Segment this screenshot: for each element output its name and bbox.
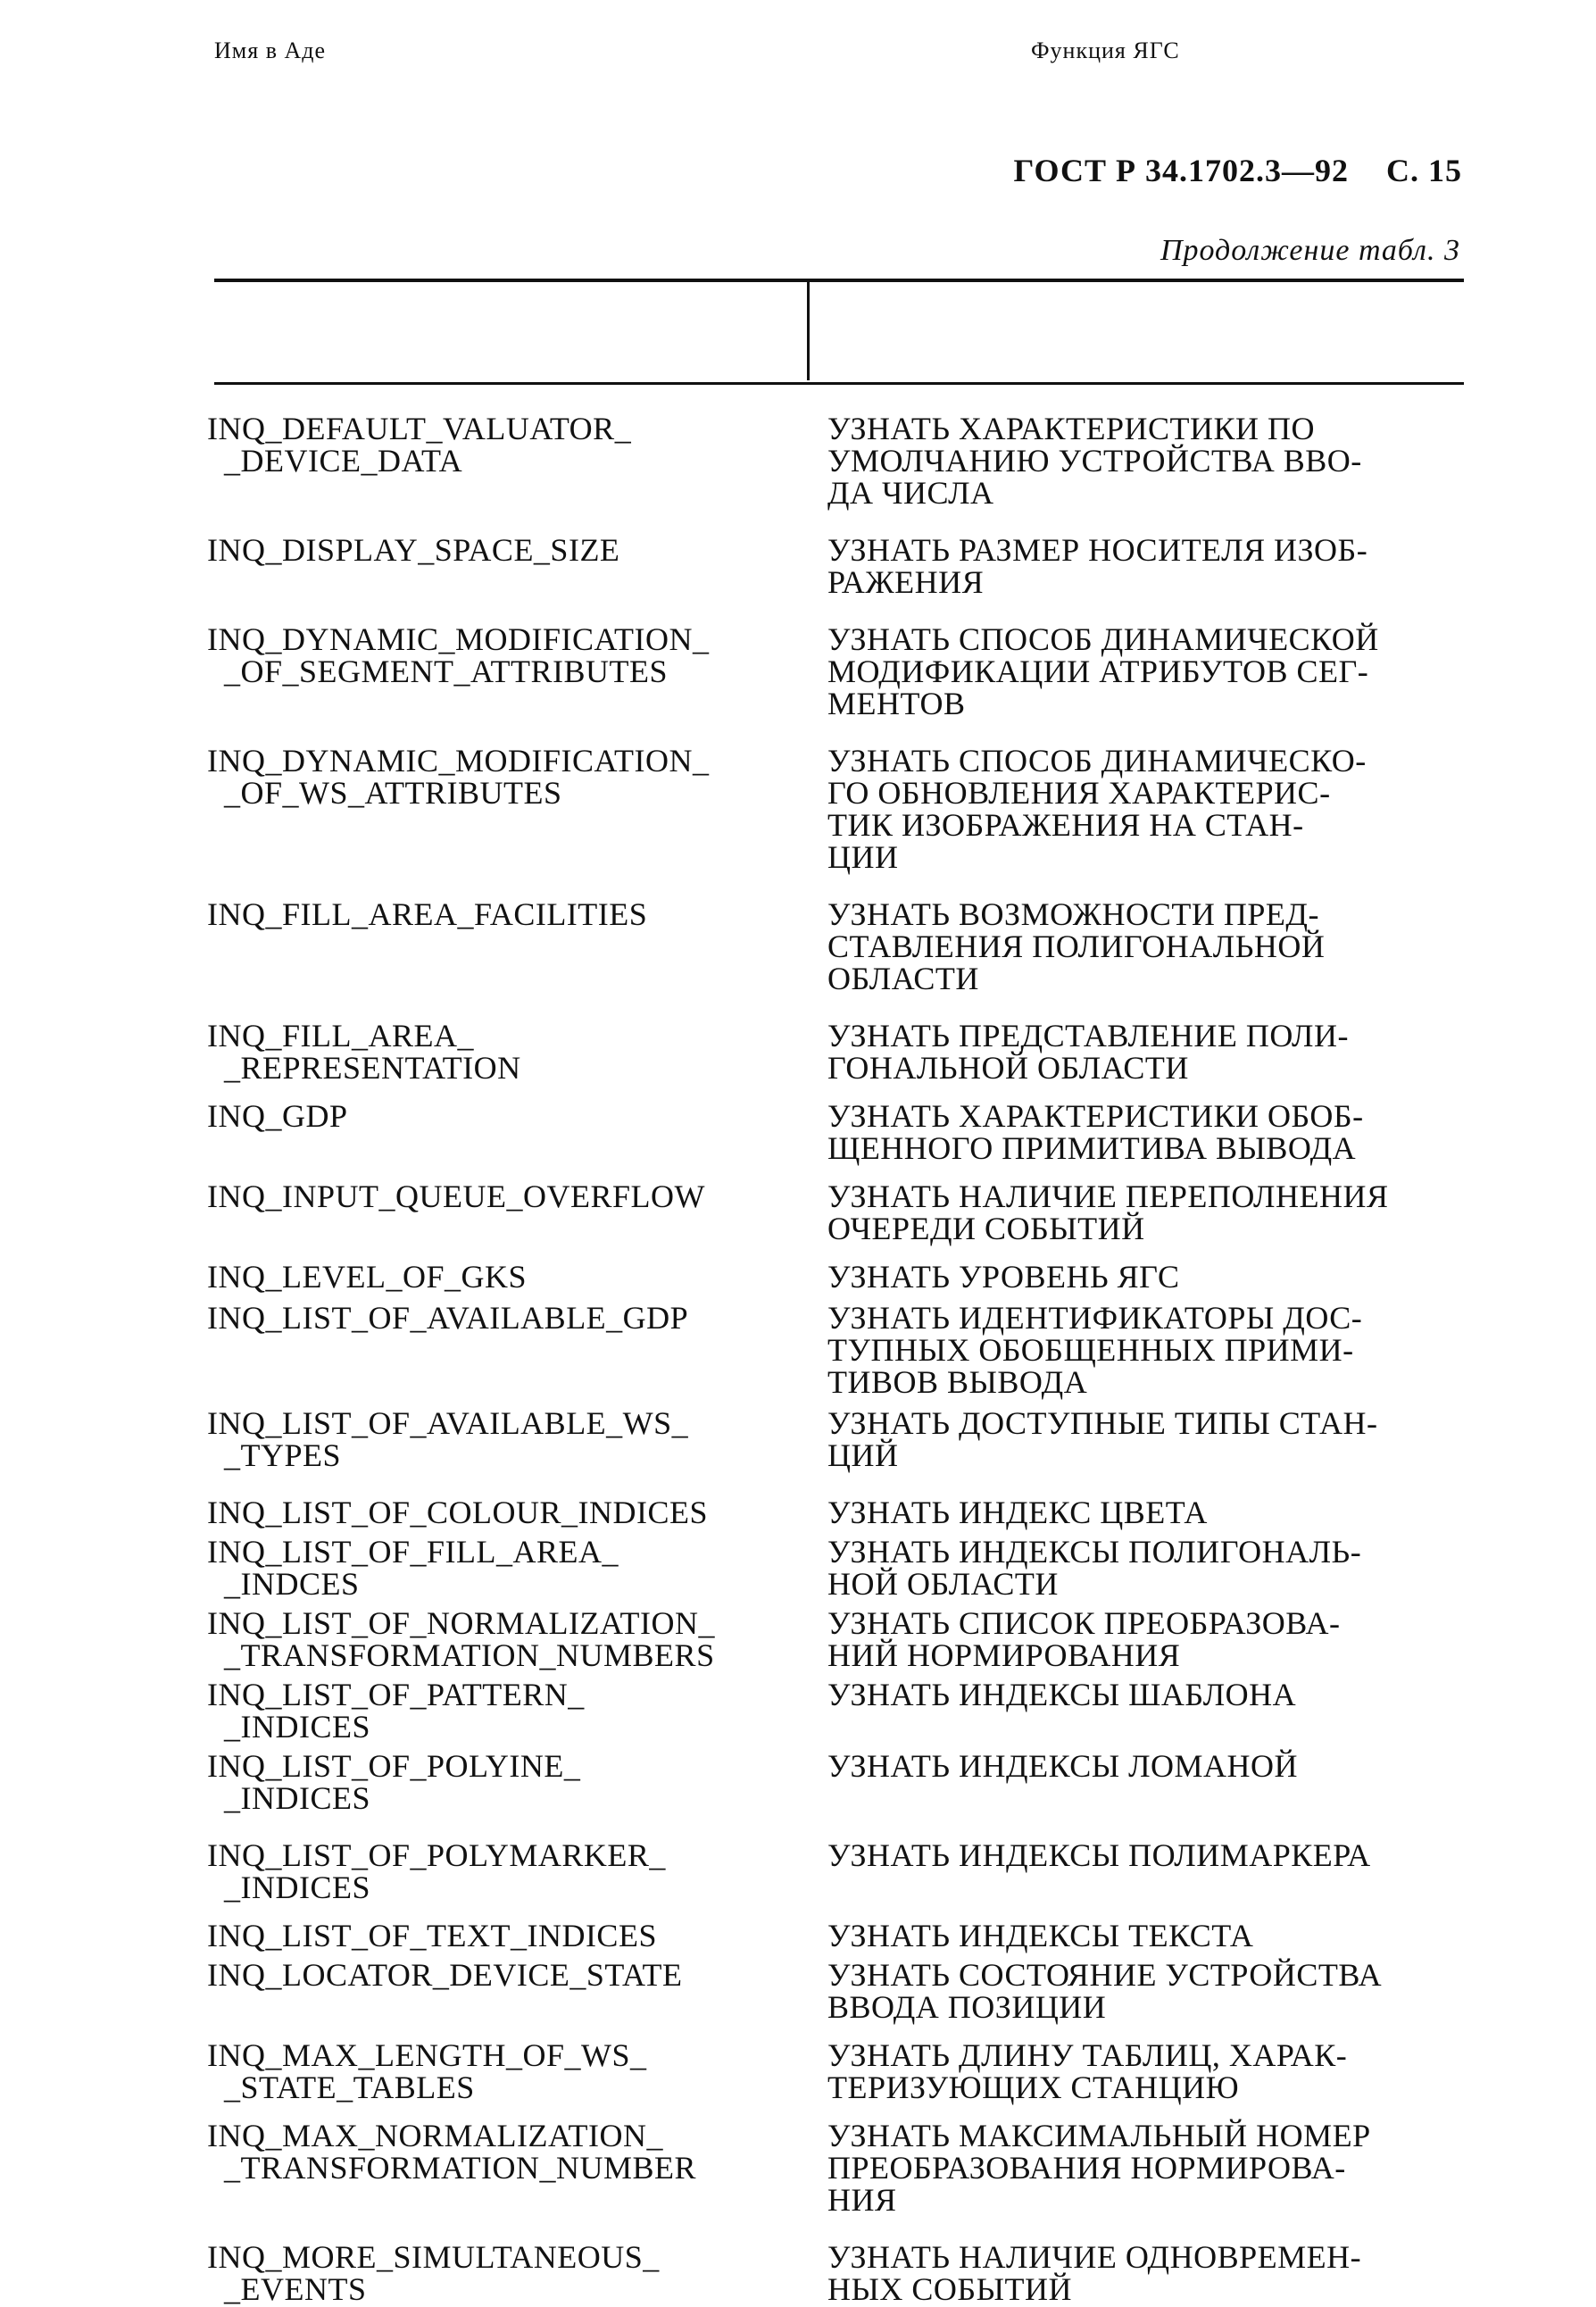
ada-name-cell: INQ_MAX_NORMALIZATION_ _TRANSFORMATION_NUMBER — [207, 2118, 697, 2186]
table-row — [207, 745, 1462, 873]
ada-name-cell: INQ_LIST_OF_POLYMARKER_ _INDICES — [207, 1837, 666, 1905]
ada-name-cell: INQ_DEFAULT_VALUATOR_ _DEVICE_DATA — [207, 411, 632, 479]
table-row — [207, 1302, 1462, 1398]
ada-name-cell: INQ_LIST_OF_NORMALIZATION_ _TRANSFORMATION_NUMBERS — [207, 1605, 715, 1673]
ada-name-cell: INQ_INPUT_QUEUE_OVERFLOW — [207, 1178, 705, 1214]
page-header — [1014, 152, 1462, 189]
page-number: С. 15 — [1386, 153, 1462, 188]
ada-name-cell: INQ_DISPLAY_SPACE_SIZE — [207, 532, 620, 568]
gks-function-cell: УЗНАТЬ ИНДЕКСЫ ШАБЛОНА — [827, 1677, 1297, 1712]
gks-function-cell: УЗНАТЬ ИДЕНТИФИКАТОРЫ ДОС- ТУПНЫХ ОБОБЩЕННЫХ ПРИМИ- ТИВОВ ВЫВОДА — [827, 1300, 1363, 1400]
table-row — [207, 534, 1462, 598]
table-row — [207, 1407, 1462, 1471]
ada-name-cell: INQ_LIST_OF_AVAILABLE_WS_ _TYPES — [207, 1405, 689, 1473]
column-header-ada-name: Имя в Аде — [214, 37, 327, 63]
ada-name-cell: INQ_LOCATOR_DEVICE_STATE — [207, 1957, 683, 1993]
table-row — [207, 1607, 1462, 1671]
gks-function-cell: УЗНАТЬ ВОЗМОЖНОСТИ ПРЕД- СТАВЛЕНИЯ ПОЛИГОНАЛЬНОЙ ОБЛАСТИ — [827, 896, 1326, 996]
table-row — [207, 1959, 1462, 2023]
table-row — [207, 1261, 1462, 1293]
table-row — [207, 1536, 1462, 1600]
gks-function-cell: УЗНАТЬ СПОСОБ ДИНАМИЧЕСКОЙ МОДИФИКАЦИИ АТРИБУТОВ СЕГ- МЕНТОВ — [827, 621, 1379, 721]
table-continuation-caption: Продолжение табл. 3 — [1160, 234, 1460, 267]
ada-name-cell: INQ_MORE_SIMULTANEOUS_ _EVENTS — [207, 2239, 660, 2307]
column-header-gks-function: Функция ЯГС — [1031, 37, 1180, 63]
gks-function-cell: УЗНАТЬ СОСТОЯНИЕ УСТРОЙСТВА ВВОДА ПОЗИЦИИ — [827, 1957, 1383, 2025]
gks-function-cell: УЗНАТЬ ДОСТУПНЫЕ ТИПЫ СТАН- ЦИЙ — [827, 1405, 1378, 1473]
column-divider — [807, 282, 810, 380]
ada-name-cell: INQ_LIST_OF_POLYINE_ _INDICES — [207, 1748, 581, 1816]
ada-name-cell: INQ_LIST_OF_PATTERN_ _INDICES — [207, 1677, 585, 1745]
table-row — [207, 1750, 1462, 1814]
table-row — [207, 2120, 1462, 2216]
gks-function-cell: УЗНАТЬ ИНДЕКС ЦВЕТА — [827, 1495, 1208, 1530]
table-row — [207, 2241, 1462, 2305]
table-row — [207, 623, 1462, 720]
ada-name-cell: INQ_FILL_AREA_ _REPRESENTATION — [207, 1018, 521, 1086]
table-row — [207, 1920, 1462, 1952]
gks-function-cell: УЗНАТЬ СПИСОК ПРЕОБРАЗОВА- НИЙ НОРМИРОВАНИЯ — [827, 1605, 1341, 1673]
table-row — [207, 1839, 1462, 1903]
ada-name-cell: INQ_DYNAMIC_MODIFICATION_ _OF_SEGMENT_ATTRIBUTES — [207, 621, 710, 689]
table-row — [207, 1496, 1462, 1528]
ada-name-cell: INQ_LIST_OF_COLOUR_INDICES — [207, 1495, 708, 1530]
table-row — [207, 1180, 1462, 1245]
gks-function-cell: УЗНАТЬ ХАРАКТЕРИСТИКИ ПО УМОЛЧАНИЮ УСТРОЙСТВА ВВО- ДА ЧИСЛА — [827, 411, 1362, 511]
ada-name-cell: INQ_GDP — [207, 1098, 348, 1134]
gks-function-cell: УЗНАТЬ ИНДЕКСЫ ПОЛИГОНАЛЬ- НОЙ ОБЛАСТИ — [827, 1534, 1362, 1602]
gks-function-cell: УЗНАТЬ ХАРАКТЕРИСТИКИ ОБОБ- ЩЕННОГО ПРИМИТИВА ВЫВОДА — [827, 1098, 1364, 1166]
gks-function-cell: УЗНАТЬ СПОСОБ ДИНАМИЧЕСКО- ГО ОБНОВЛЕНИЯ ХАРАКТЕРИС- ТИК ИЗОБРАЖЕНИЯ НА СТАН- ЦИИ — [827, 743, 1367, 875]
gks-function-cell: УЗНАТЬ УРОВЕНЬ ЯГС — [827, 1259, 1180, 1295]
table-row — [207, 1020, 1462, 1084]
table-row — [207, 2039, 1462, 2103]
table-row — [207, 898, 1462, 995]
gks-function-cell: УЗНАТЬ РАЗМЕР НОСИТЕЛЯ ИЗОБ- РАЖЕНИЯ — [827, 532, 1368, 600]
ada-name-cell: INQ_DYNAMIC_MODIFICATION_ _OF_WS_ATTRIBUTES — [207, 743, 710, 811]
ada-name-cell: INQ_LIST_OF_AVAILABLE_GDP — [207, 1300, 689, 1336]
table-header-rule — [214, 382, 1464, 385]
ada-name-cell: INQ_LEVEL_OF_GKS — [207, 1259, 527, 1295]
gks-function-cell: УЗНАТЬ ИНДЕКСЫ ТЕКСТА — [827, 1918, 1254, 1953]
gks-function-cell: УЗНАТЬ ИНДЕКСЫ ПОЛИМАРКЕРА — [827, 1837, 1371, 1873]
gks-function-cell: УЗНАТЬ ПРЕДСТАВЛЕНИЕ ПОЛИ- ГОНАЛЬНОЙ ОБЛАСТИ — [827, 1018, 1349, 1086]
gks-function-cell: УЗНАТЬ НАЛИЧИЕ ПЕРЕПОЛНЕНИЯ ОЧЕРЕДИ СОБЫТИЙ — [827, 1178, 1389, 1246]
ada-name-cell: INQ_FILL_AREA_FACILITIES — [207, 896, 648, 932]
ada-name-cell: INQ_MAX_LENGTH_OF_WS_ _STATE_TABLES — [207, 2037, 647, 2105]
table-row — [207, 1100, 1462, 1164]
gks-function-cell: УЗНАТЬ ДЛИНУ ТАБЛИЦ, ХАРАК- ТЕРИЗУЮЩИХ СТАНЦИЮ — [827, 2037, 1348, 2105]
table-header-row — [214, 282, 1464, 380]
gks-function-cell: УЗНАТЬ МАКСИМАЛЬНЫЙ НОМЕР ПРЕОБРАЗОВАНИЯ НОРМИРОВА- НИЯ — [827, 2118, 1371, 2218]
standard-number: ГОСТ Р 34.1702.3—92 — [1013, 153, 1349, 188]
gks-function-cell: УЗНАТЬ НАЛИЧИЕ ОДНОВРЕМЕН- НЫХ СОБЫТИЙ — [827, 2239, 1362, 2307]
table-row — [207, 412, 1462, 509]
ada-name-cell: INQ_LIST_OF_TEXT_INDICES — [207, 1918, 657, 1953]
gks-function-cell: УЗНАТЬ ИНДЕКСЫ ЛОМАНОЙ — [827, 1748, 1299, 1784]
table-row — [207, 1678, 1462, 1743]
ada-name-cell: INQ_LIST_OF_FILL_AREA_ _INDCES — [207, 1534, 619, 1602]
table-body — [207, 412, 1462, 2305]
